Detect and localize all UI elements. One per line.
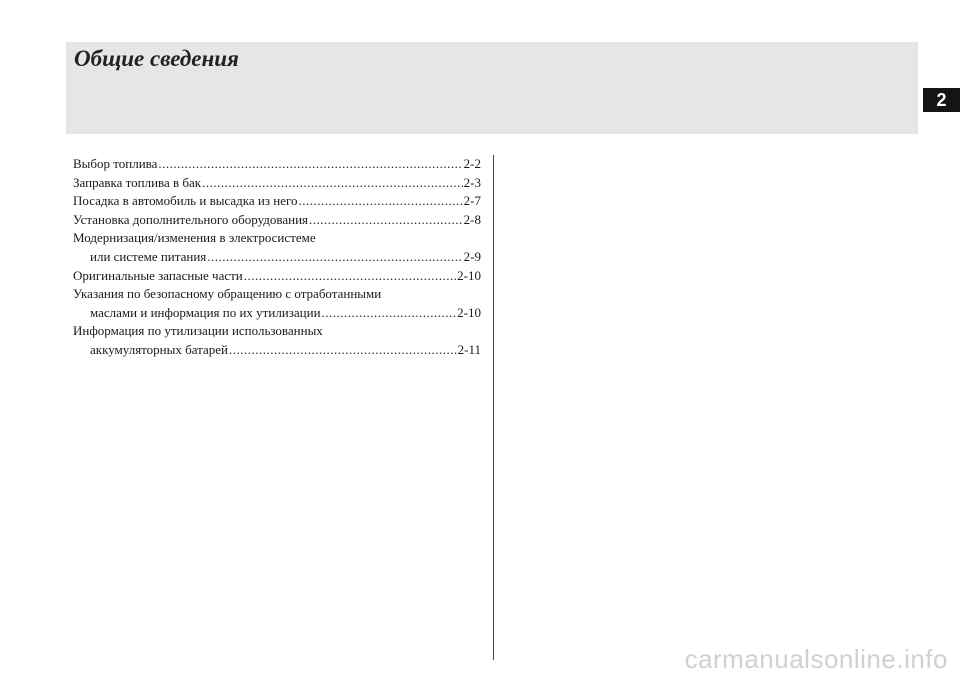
dot-leader: [207, 248, 462, 267]
dot-leader: [244, 267, 456, 286]
column-divider: [493, 155, 494, 660]
section-title: Общие сведения: [74, 46, 239, 71]
toc-entry-title: Установка дополнительного оборудования: [73, 211, 309, 227]
header-band: [66, 42, 918, 134]
toc-entry[interactable]: [73, 192, 481, 211]
toc-entry-page: 2-11: [457, 341, 481, 357]
toc-entry[interactable]: [73, 267, 481, 286]
toc-entry-first-line[interactable]: [73, 322, 481, 341]
toc-entry-title: Информация по утилизации использованных: [73, 323, 323, 339]
toc-entry-title: Указания по безопасному обращению с отработанными: [73, 286, 382, 302]
watermark: carmanualsonline.info: [684, 644, 948, 674]
toc-entry[interactable]: [73, 211, 481, 230]
toc-entry-first-line[interactable]: [73, 229, 481, 248]
toc-entry-continuation[interactable]: [73, 248, 481, 267]
toc-entry-continuation[interactable]: [73, 304, 481, 323]
toc-entry-title: аккумуляторных батарей: [90, 341, 229, 357]
toc-entry-continuation[interactable]: [73, 341, 481, 360]
toc-entry-page: 2-3: [463, 174, 481, 190]
toc-entry-page: 2-2: [463, 156, 481, 171]
toc-entry-page: 2-8: [463, 211, 481, 227]
toc-entry-title: или системе питания: [90, 248, 207, 264]
dot-leader: [158, 155, 462, 174]
dot-leader: [298, 192, 462, 211]
toc-entry-page: 2-7: [463, 193, 481, 209]
toc-entry-title: Посадка в автомобиль и высадка из него: [73, 193, 298, 209]
toc-entry-page: 2-10: [457, 304, 481, 320]
toc-entry-page: 2-10: [457, 267, 481, 283]
toc-entry-title: Выбор топлива: [73, 156, 158, 171]
toc-entry-title: Оригинальные запасные части: [73, 267, 243, 283]
toc-entry-title: Модернизация/изменения в электросистеме: [73, 230, 316, 246]
toc-entry[interactable]: [73, 155, 481, 174]
toc-entry-page: 2-9: [463, 248, 481, 264]
dot-leader: [309, 211, 463, 230]
toc-entry[interactable]: [73, 174, 481, 193]
table-of-contents: [73, 155, 481, 360]
toc-entry-title: маслами и информация по их утилизации: [90, 304, 321, 320]
dot-leader: [229, 341, 457, 360]
toc-entry-first-line[interactable]: [73, 285, 481, 304]
toc-entry-title: Заправка топлива в бак: [73, 174, 202, 190]
dot-leader: [322, 304, 457, 323]
dot-leader: [202, 174, 463, 193]
chapter-tab[interactable]: 2: [923, 88, 960, 112]
